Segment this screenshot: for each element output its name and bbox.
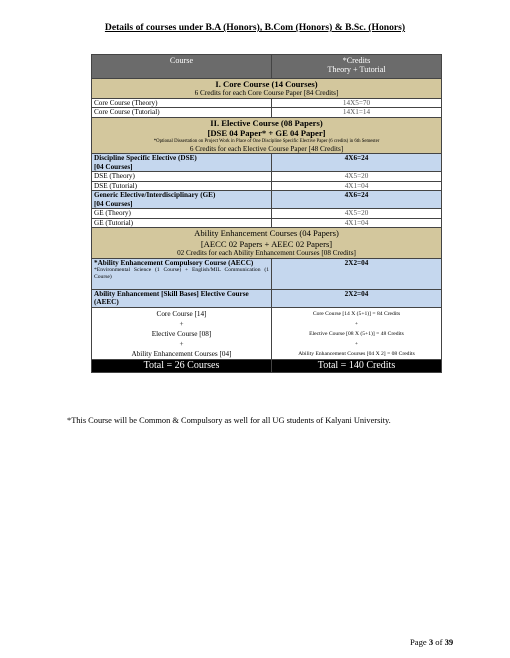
summary-aec: Ability Enhancement Courses [04] <box>131 349 232 358</box>
header-credits-sub: Theory + Tutorial <box>327 65 386 74</box>
summary-row <box>92 307 442 359</box>
page-total: 39 <box>444 637 454 647</box>
dse-tutorial-credits: 4X1=04 <box>272 181 442 191</box>
summary-plus: + <box>354 320 359 327</box>
aec-subheading: 02 Credits for each Ability Enhancement Courses [08 Credits] <box>177 249 356 257</box>
summary-plus: + <box>179 319 184 328</box>
page-current: 3 <box>428 637 434 647</box>
dse-tutorial-label: DSE (Tutorial) <box>92 181 272 191</box>
header-course: Course <box>92 55 272 79</box>
table-row <box>92 172 442 182</box>
core-section-row <box>92 79 442 99</box>
aec-section-row <box>92 228 442 259</box>
dse-theory-credits: 4X5=20 <box>272 172 442 182</box>
page-number <box>410 637 453 647</box>
total-credits: Total = 140 Credits <box>272 359 442 372</box>
summary-elective: Elective Course [08] <box>151 329 212 338</box>
table-row <box>92 218 442 228</box>
summary-courses <box>92 307 272 359</box>
aecc-credits: 2X2=04 <box>272 258 442 289</box>
core-tutorial-credits: 14X1=14 <box>272 108 442 118</box>
ge-credits: 4X6=24 <box>272 191 442 209</box>
core-heading: I. Core Course (14 Courses) <box>215 79 318 89</box>
ge-tutorial-label: GE (Tutorial) <box>92 218 272 228</box>
elective-section-row <box>92 117 442 154</box>
total-row <box>92 359 442 372</box>
aec-heading: Ability Enhancement Courses (04 Papers) <box>194 228 339 238</box>
table-row <box>92 181 442 191</box>
total-courses: Total = 26 Courses <box>92 359 272 372</box>
footnote: *This Course will be Common & Compulsory as well for all UG students of Kalyani University. <box>67 416 391 425</box>
summary-elective-credits: Elective Course [08 X (5+1)] = 48 Credits <box>309 330 404 337</box>
core-theory-credits: 14X5=70 <box>272 98 442 108</box>
core-subheading: 6 Credits for each Core Course Paper [84 Credits] <box>194 89 339 97</box>
course-credits-table <box>91 54 442 373</box>
dse-theory-label: DSE (Theory) <box>92 172 272 182</box>
ge-row <box>92 191 442 209</box>
ge-label: Generic Elective/Interdisciplinary (GE) <box>94 191 216 199</box>
summary-credits <box>272 307 442 359</box>
elective-heading-papers: [DSE 04 Paper* + GE 04 Paper] <box>207 127 326 138</box>
elective-subheading: 6 Credits for each Elective Course Paper [48 Credits] <box>189 144 344 153</box>
aeec-row <box>92 289 442 307</box>
summary-core-credits: Core Course [14 X (5+1)] = 84 Credits <box>312 310 401 317</box>
aecc-detail: *Environmental Science (1 Course) + English/MIL Communication (1 Course) <box>94 267 269 280</box>
aec-heading-papers: [AECC 02 Papers + AEEC 02 Papers] <box>200 238 333 249</box>
ge-count: [04 Courses] <box>94 199 133 208</box>
header-credits <box>272 55 442 79</box>
table-row <box>92 209 442 219</box>
dse-count: [04 Courses] <box>94 162 133 171</box>
page-prefix: Page <box>410 637 429 647</box>
dse-credits: 4X6=24 <box>272 154 442 172</box>
elective-heading: II. Elective Course (08 Papers) <box>210 117 323 128</box>
aeec-credits: 2X2=04 <box>272 289 442 307</box>
page-title: Details of courses under B.A (Honors), B.Com (Honors) & B.Sc. (Honors) <box>104 22 406 33</box>
dse-label: Discipline Specific Elective (DSE) <box>94 154 197 162</box>
aecc-label: *Ability Enhancement Compulsory Course (AECC) <box>94 258 254 267</box>
summary-core: Core Course [14] <box>156 309 207 318</box>
core-theory-label: Core Course (Theory) <box>92 98 272 108</box>
elective-dissertation-note: *Optional Dissertation on Project Work in Place of One Discipline Specific Elective Paper (6 credits) in 6th Semester <box>153 138 380 144</box>
table-row <box>92 98 442 108</box>
summary-plus: + <box>354 340 359 347</box>
ge-theory-credits: 4X5=20 <box>272 209 442 219</box>
ge-tutorial-credits: 4X1=04 <box>272 218 442 228</box>
ge-theory-label: GE (Theory) <box>92 209 272 219</box>
header-credits-label: *Credits <box>342 56 371 65</box>
aeec-label: Ability Enhancement [Skill Bases] Elective Course (AEEC) <box>92 289 272 307</box>
table-header-row <box>92 55 442 79</box>
dse-row <box>92 154 442 172</box>
aecc-row <box>92 258 442 289</box>
core-tutorial-label: Core Course (Tutorial) <box>92 108 272 118</box>
table-row <box>92 108 442 118</box>
summary-aec-credits: Ability Enhancement Courses [04 X 2] = 08 Credits <box>298 350 415 357</box>
page-of: of <box>433 637 445 647</box>
summary-plus: + <box>179 339 184 348</box>
